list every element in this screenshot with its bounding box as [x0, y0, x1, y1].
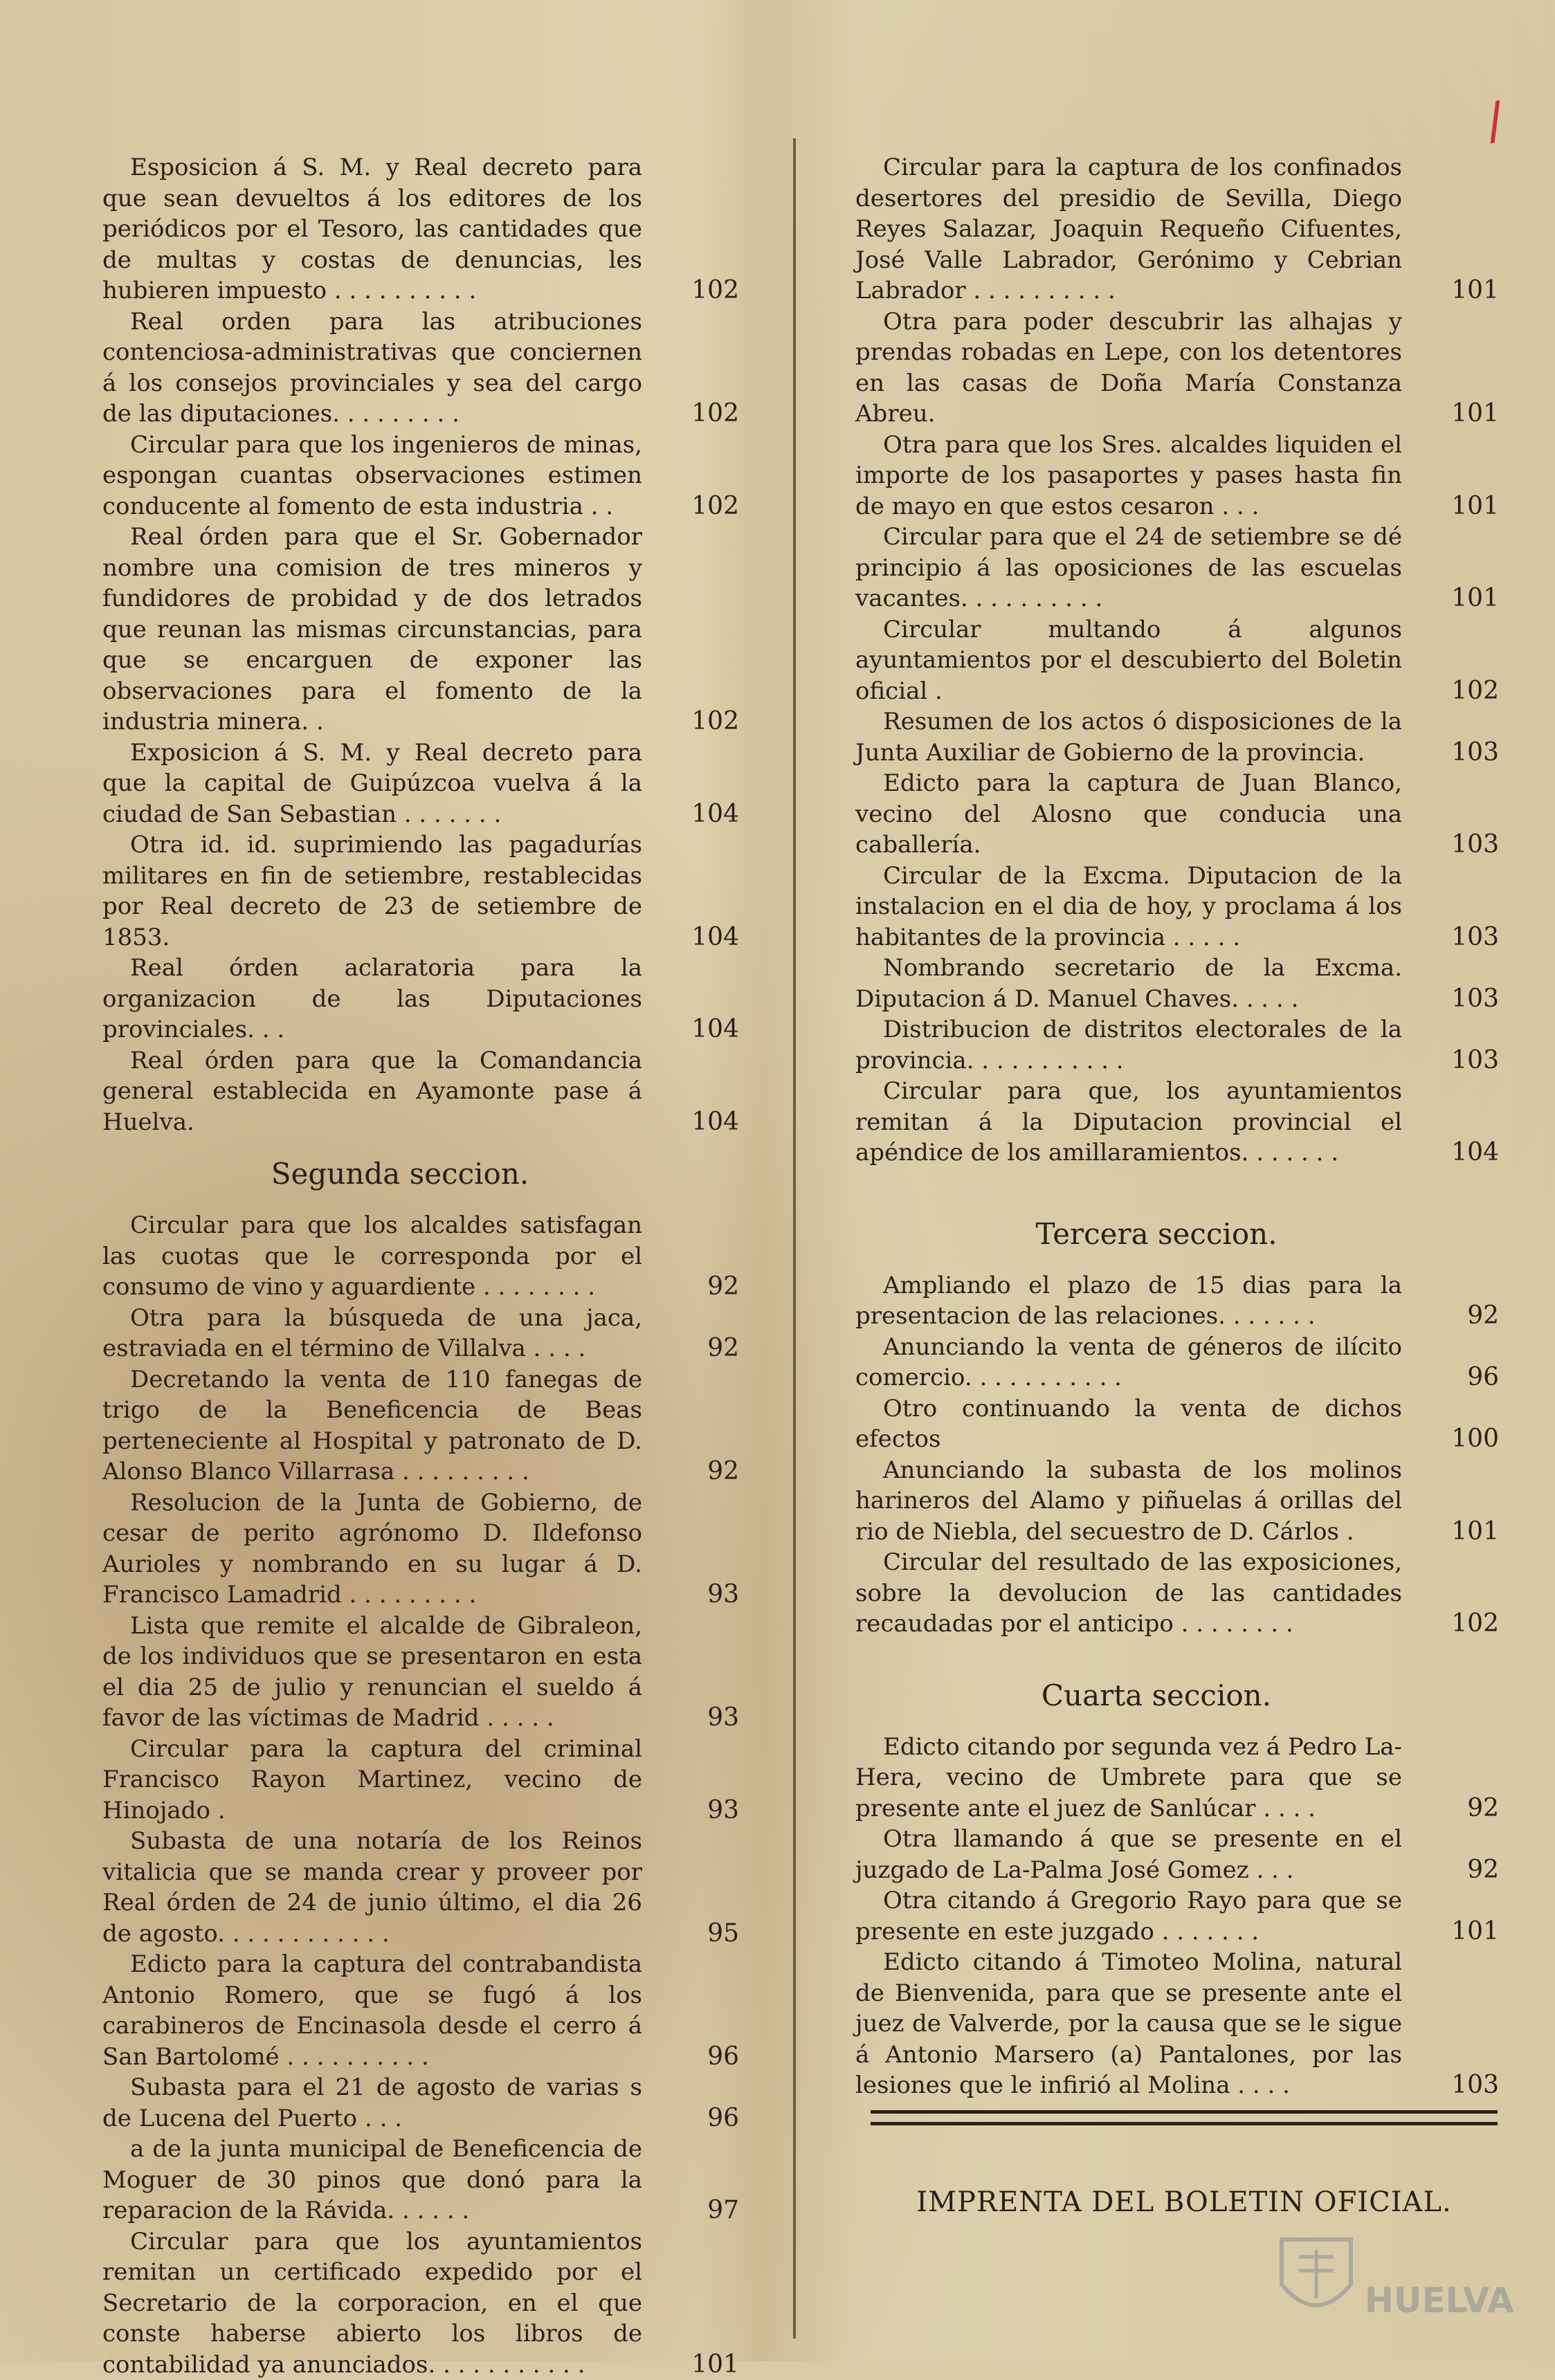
entry-text: Otra id. id. suprimiendo las pagadurías militares en fin de setiembre, restablecidas por Real decreto de 23 de setiembre de 1853. [102, 831, 642, 951]
entry-page-number: 103 [1423, 2070, 1499, 2101]
entry-page-number: 93 [663, 1703, 739, 1734]
index-entry [855, 522, 1499, 614]
index-entry [102, 1826, 739, 1949]
entry-page-number: 92 [663, 1272, 739, 1303]
entry-text: Circular para que, los ayuntamientos remitan á la Diputacion provincial el apéndice de los amillaramientos. . . . . . . [855, 1077, 1402, 1166]
index-entry [102, 2226, 739, 2380]
entry-page-number: 101 [1423, 1517, 1499, 1548]
index-entry [855, 1076, 1499, 1169]
index-entry [855, 706, 1499, 768]
index-entry [855, 430, 1499, 522]
entry-page-number: 104 [1423, 1137, 1499, 1169]
entry-text: Circular del resultado de las exposiciones, sobre la devolucion de las cantidades recaudadas por el anticipo . . . . . . . . [855, 1548, 1402, 1638]
index-entry [102, 522, 739, 738]
right-entries-fourth-section [855, 1732, 1499, 2101]
entry-text: Circular para que el 24 de setiembre se dé principio á las oposiciones de las escuelas vacantes. . . . . . . . . . [855, 523, 1402, 612]
entry-text: Otra para la búsqueda de una jaca, estraviada en el término de Villalva . . . . [102, 1304, 642, 1363]
left-entries-first-section [102, 152, 739, 1137]
index-entry [855, 953, 1499, 1014]
entry-page-number: 101 [1423, 583, 1499, 614]
index-entry [102, 1949, 739, 2072]
entry-page-number: 104 [663, 799, 739, 830]
entry-text: Otra para poder descubrir las alhajas y prendas robadas en Lepe, con los detentores en las casas de Doña María Constanza Abreu. [855, 308, 1402, 428]
entry-page-number: 101 [1423, 399, 1499, 430]
entry-page-number: 101 [1423, 491, 1499, 522]
entry-text: Edicto para la captura del contrabandista Antonio Romero, que se fugó á los carabineros de Encinasola desde el cerro á San Bartolomé . . . . . . . . . . [102, 1950, 642, 2071]
entry-page-number: 102 [1423, 676, 1499, 707]
entry-text: Ampliando el plazo de 15 dias para la presentacion de las relaciones. . . . . . . [855, 1272, 1402, 1330]
index-entry [855, 768, 1499, 861]
entry-page-number: 101 [663, 2350, 739, 2380]
entry-text: Distribucion de distritos electorales de la provincia. . . . . . . . . . . [855, 1016, 1402, 1074]
entry-text: Real orden para las atribuciones contenciosa-administrativas que conciernen á los consejos provinciales y sea del cargo de las diputaciones. . . . . . . . . [102, 308, 642, 428]
entry-page-number: 96 [1423, 1362, 1499, 1393]
entry-text: Real órden para que el Sr. Gobernador nombre una comision de tres mineros y fundidores de probidad y de dos letrados que reunan las mismas circunstancias, para que se encarguen de exponer las observaciones para el fomento de la industria minera. . [102, 523, 642, 735]
right-entries-third-section [855, 1270, 1499, 1640]
entry-text: Nombrando secretario de la Excma. Diputacion á D. Manuel Chaves. . . . . [855, 954, 1402, 1013]
index-entry [855, 1393, 1499, 1455]
index-entry [102, 1303, 739, 1364]
index-entry [855, 1732, 1499, 1824]
entry-page-number: 102 [663, 706, 739, 738]
printer-imprint: IMPRENTA DEL BOLETIN OFICIAL. [871, 2186, 1498, 2218]
entry-text: Circular para la captura del criminal Francisco Rayon Martinez, vecino de Hinojado . [102, 1735, 642, 1824]
index-entry [855, 306, 1499, 430]
entry-page-number: 103 [1423, 830, 1499, 861]
entry-page-number: 97 [663, 2195, 739, 2226]
index-entry [102, 430, 739, 522]
entry-page-number: 104 [663, 922, 739, 953]
entry-text: Edicto citando por segunda vez á Pedro La-Hera, vecino de Umbrete para que se presente ante el juez de Sanlúcar . . . . [855, 1733, 1402, 1822]
entry-text: Otra para que los Sres. alcaldes liquiden el importe de los pasaportes y pases hasta fin de mayo en que estos cesaron . . . [855, 431, 1402, 520]
entry-text: Edicto citando á Timoteo Molina, natural de Bienvenida, para que se presente ante el juez de Valverde, por la causa que se le sigue á Antonio Marsero (a) Pantalones, por las lesiones que le infirió al Molina . . . . [855, 1948, 1402, 2099]
section-title-cuarta: Cuarta seccion. [855, 1678, 1499, 1712]
huelva-watermark [1268, 2229, 1496, 2333]
entry-page-number: 101 [1423, 1916, 1499, 1948]
index-entry [855, 1824, 1499, 1885]
entry-page-number: 92 [663, 1456, 739, 1488]
index-entry [102, 1734, 739, 1827]
entry-page-number: 102 [663, 399, 739, 430]
index-entry [855, 614, 1499, 707]
entry-page-number: 95 [663, 1919, 739, 1950]
section-title-segunda: Segunda seccion. [102, 1157, 739, 1191]
index-entry [855, 1332, 1499, 1393]
coat-of-arms-icon [1268, 2229, 1496, 2333]
entry-text: Otro continuando la venta de dichos efectos [855, 1395, 1402, 1454]
index-entry [102, 953, 739, 1045]
index-entry [102, 1045, 739, 1138]
entry-text: Anunciando la subasta de los molinos harineros del Alamo y piñuelas á orillas del rio de Niebla, del secuestro de D. Cárlos . [855, 1456, 1402, 1546]
entry-text: Exposicion á S. M. y Real decreto para que la capital de Guipúzcoa vuelva á la ciudad de San Sebastian . . . . . . . [102, 739, 642, 828]
entry-page-number: 92 [1423, 1793, 1499, 1824]
entry-page-number: 93 [663, 1580, 739, 1611]
index-entry [102, 738, 739, 830]
index-entry [102, 152, 739, 306]
index-entry [855, 152, 1499, 306]
entry-page-number: 92 [663, 1333, 739, 1364]
entry-page-number: 103 [1423, 738, 1499, 769]
left-column [102, 152, 739, 2380]
entry-page-number: 104 [663, 1107, 739, 1138]
entry-text: Subasta para el 21 de agosto de varias s de Lucena del Puerto . . . [102, 2074, 642, 2132]
entry-text: Circular para que los alcaldes satisfagan las cuotas que le corresponda por el consumo de vino y aguardiente . . . . . . . . [102, 1211, 642, 1301]
corner-mark: / [1482, 91, 1508, 151]
entry-page-number: 101 [1423, 275, 1499, 306]
entry-text: Otra citando á Gregorio Rayo para que se presente en este juzgado . . . . . . . [855, 1887, 1402, 1946]
page-fold-divider [793, 138, 796, 2338]
entry-text: Real órden para que la Comandancia general establecida en Ayamonte pase á Huelva. [102, 1047, 642, 1136]
entry-text: a de la junta municipal de Beneficencia de Moguer de 30 pinos que donó para la reparacion de la Rávida. . . . . . [102, 2135, 642, 2224]
right-column [855, 152, 1499, 2101]
index-entry [855, 1547, 1499, 1640]
entry-text: Lista que remite el alcalde de Gibraleon, de los individuos que se presentaron en esta el dia 25 de julio y renuncian el sueldo á favor de las víctimas de Madrid . . . . . [102, 1612, 642, 1732]
entry-page-number: 104 [663, 1014, 739, 1045]
index-entry [102, 1488, 739, 1611]
index-entry [102, 830, 739, 953]
section-title-tercera: Tercera seccion. [855, 1217, 1499, 1251]
index-entry [102, 1364, 739, 1488]
entry-page-number: 102 [1423, 1609, 1499, 1640]
entry-text: Circular de la Excma. Diputacion de la instalacion en el dia de hoy, y proclama á los habitantes de la provincia . . . . . [855, 862, 1402, 951]
entry-page-number: 96 [663, 2103, 739, 2134]
index-entry [855, 861, 1499, 953]
entry-text: Anunciando la venta de géneros de ilícito comercio. . . . . . . . . . . [855, 1333, 1402, 1392]
double-rule-divider [871, 2110, 1498, 2125]
entry-text: Resumen de los actos ó disposiciones de la Junta Auxiliar de Gobierno de la provincia. [855, 708, 1402, 767]
entry-text: Otra llamando á que se presente en el juzgado de La-Palma José Gomez . . . [855, 1825, 1402, 1884]
entry-page-number: 92 [1423, 1301, 1499, 1332]
entry-text: Resolucion de la Junta de Gobierno, de cesar de perito agrónomo D. Ildefonso Aurioles y nombrando en su lugar á D. Francisco Lamadrid . . . . . . . . . [102, 1489, 642, 1609]
entry-page-number: 100 [1423, 1424, 1499, 1455]
entry-text: Esposicion á S. M. y Real decreto para que sean devueltos á los editores de los periódicos por el Tesoro, las cantidades que de multas y costas de denuncias, les hubieren impuesto . . . . . . . . . . [102, 154, 642, 304]
entry-text: Circular para que los ayuntamientos remitan un certificado expedido por el Secretario de la corporacion, en el que conste haberse abierto los libros de contabilidad ya anunciados. . . . . . . . . . . [102, 2228, 642, 2379]
entry-page-number: 103 [1423, 984, 1499, 1015]
index-entry [102, 2072, 739, 2134]
entry-page-number: 102 [663, 275, 739, 306]
entry-page-number: 92 [1423, 1855, 1499, 1886]
entry-page-number: 102 [663, 491, 739, 522]
entry-page-number: 103 [1423, 1045, 1499, 1077]
right-entries-second-section [855, 152, 1499, 1169]
entry-text: Real órden aclaratoria para la organizacion de las Diputaciones provinciales. . . [102, 954, 642, 1043]
index-entry [855, 1947, 1499, 2101]
index-entry [102, 1611, 739, 1734]
entry-text: Decretando la venta de 110 fanegas de trigo de la Beneficencia de Beas perteneciente al Hospital y patronato de D. Alonso Blanco Villarrasa . . . . . . . . . [102, 1366, 642, 1486]
index-entry [855, 1455, 1499, 1548]
index-entry [102, 1210, 739, 1303]
index-entry [855, 1885, 1499, 1947]
entry-page-number: 93 [663, 1795, 739, 1827]
index-entry [102, 2134, 739, 2226]
index-entry [855, 1270, 1499, 1332]
index-entry [855, 1014, 1499, 1076]
entry-text: Circular para que los ingenieros de minas, espongan cuantas observaciones estimen conducente al fomento de esta industria . . [102, 431, 642, 520]
left-entries-second-section [102, 1210, 739, 2380]
entry-text: Circular para la captura de los confinados desertores del presidio de Sevilla, Diego Reyes Salazar, Joaquin Requeño Cifuentes, José Valle Labrador, Gerónimo y Cebrian Labrador . . . . . . . . . . [855, 154, 1402, 304]
entry-text: Edicto para la captura de Juan Blanco, vecino del Alosno que conducia una caballería. [855, 769, 1402, 859]
entry-page-number: 96 [663, 2042, 739, 2073]
entry-text: Circular multando á algunos ayuntamientos por el descubierto del Boletin oficial . [855, 616, 1402, 705]
index-entry [102, 306, 739, 430]
entry-page-number: 103 [1423, 922, 1499, 953]
entry-text: Subasta de una notaría de los Reinos vitalicia que se manda crear y proveer por Real órden de 24 de junio último, el dia 26 de agosto. . . . . . . . . . . . [102, 1827, 642, 1948]
watermark-text: HUELVA [1365, 2280, 1514, 2320]
